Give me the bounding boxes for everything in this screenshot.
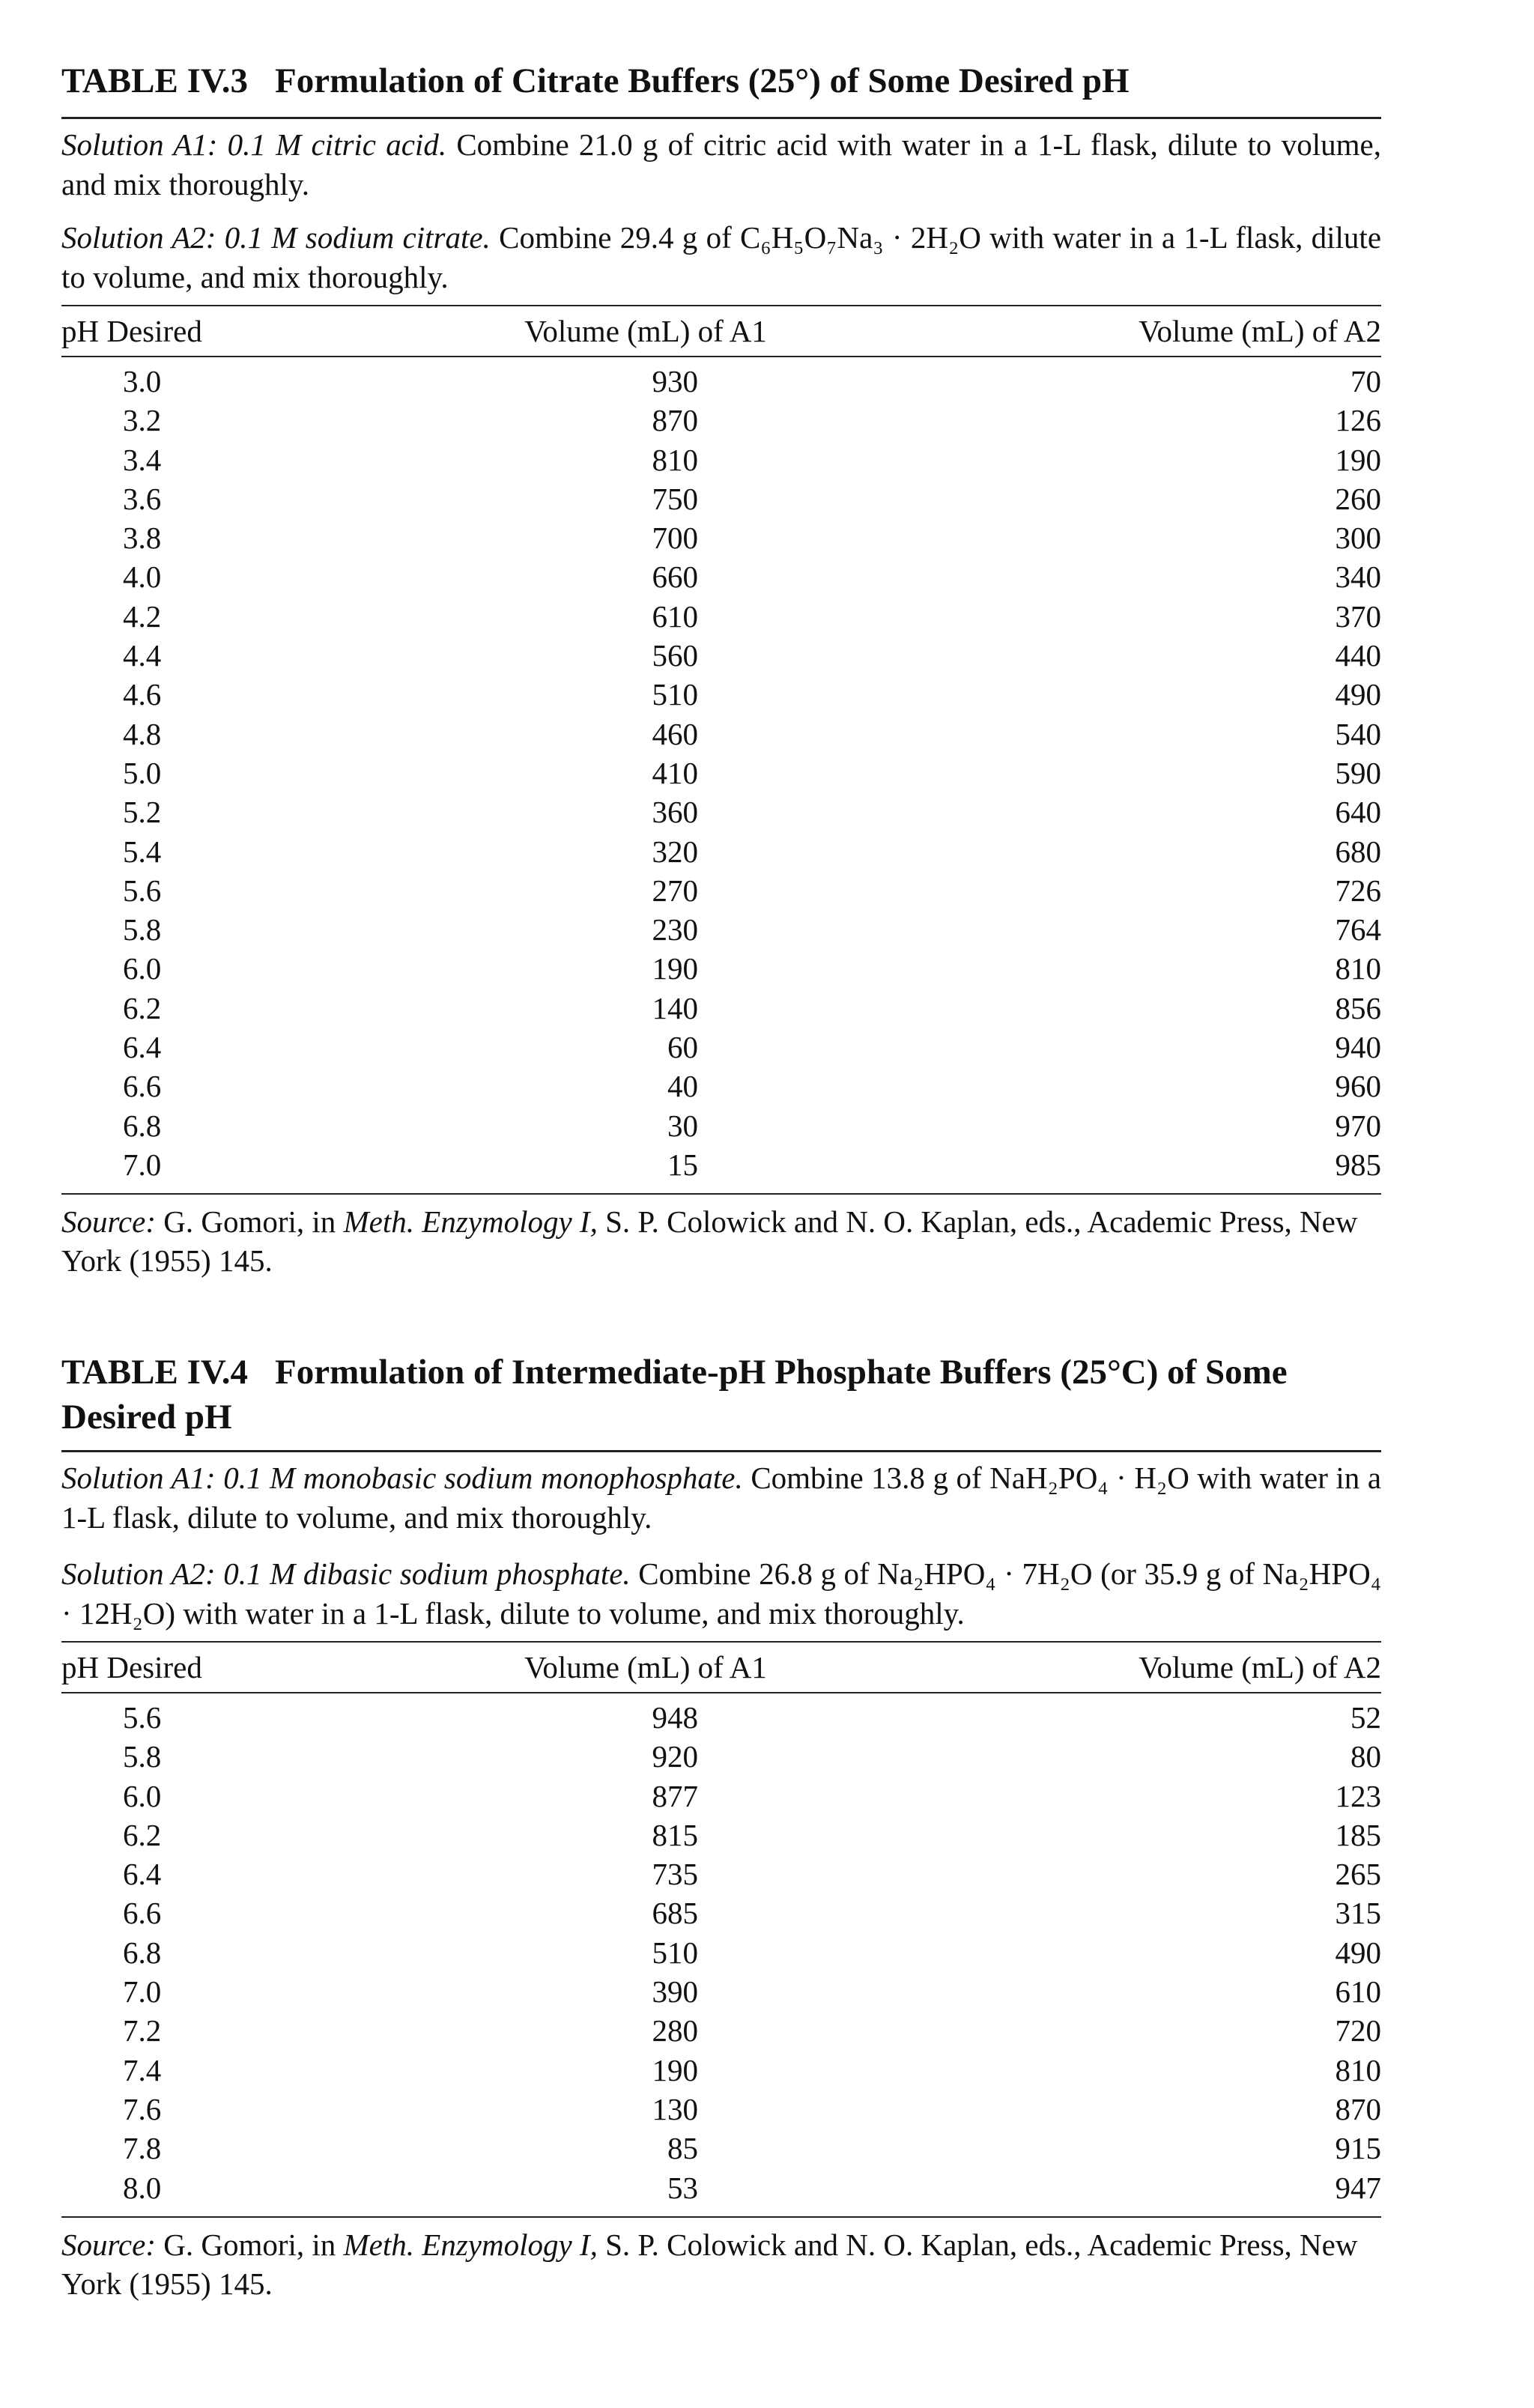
cell-volume-a1: 360	[652, 795, 698, 830]
cell-volume-a2: 720	[1335, 2013, 1381, 2048]
cell-volume-a2: 340	[1335, 559, 1381, 595]
solution-a2-label: Solution A2: 0.1 M dibasic sodium phosphate.	[61, 1556, 631, 1591]
solution-a2-formula-2: Na₂HPO₄ · 12H₂O	[61, 1556, 1381, 1631]
cell-volume-a2: 265	[1335, 1857, 1381, 1892]
table-row	[61, 362, 1381, 401]
table-iv-3	[61, 58, 1381, 1280]
cell-volume-a1: 685	[652, 1896, 698, 1931]
solution-a2-text-before: Combine 26.8 g of	[638, 1556, 878, 1591]
cell-volume-a2: 315	[1335, 1896, 1381, 1931]
header-ph: pH Desired	[61, 1650, 202, 1684]
solution-a2-text-before: Combine 29.4 g of	[499, 220, 741, 255]
cell-volume-a1: 140	[652, 990, 698, 1025]
cell-ph: 6.2	[123, 990, 162, 1025]
header-a1: Volume (mL) of A1	[524, 1650, 767, 1684]
table-row	[61, 2129, 1381, 2168]
cell-ph: 7.0	[123, 1147, 162, 1182]
source-label: Source:	[61, 1204, 156, 1240]
table-row	[61, 1028, 1381, 1067]
table-title-text: Formulation of Intermediate-pH Phosphate Buffers (25°C) of Some Desired pH	[61, 1353, 1288, 1437]
cell-ph: 6.0	[123, 951, 162, 986]
cell-ph: 4.8	[123, 716, 162, 751]
solution-a2-label: Solution A2: 0.1 M sodium citrate.	[61, 220, 491, 255]
cell-volume-a1: 270	[652, 873, 698, 908]
table-row	[61, 518, 1381, 557]
table-row	[61, 2011, 1381, 2050]
solution-a2-formula: Na₂HPO₄ · 7H₂O	[877, 1556, 1093, 1591]
table-row	[61, 1854, 1381, 1893]
cell-volume-a2: 260	[1335, 481, 1381, 516]
table-number: TABLE IV.3	[61, 61, 249, 100]
source-note	[61, 1202, 1381, 1280]
cell-volume-a2: 590	[1335, 755, 1381, 790]
cell-volume-a2: 540	[1335, 716, 1381, 751]
table-row	[61, 910, 1381, 949]
cell-ph: 6.2	[123, 1817, 162, 1852]
table-body	[61, 362, 1381, 1184]
solution-a2-text-after: with water in a 1-L flask, dilute to volume, and mix thoroughly.	[61, 220, 1382, 294]
cell-ph: 5.2	[123, 795, 162, 830]
cell-volume-a2: 440	[1335, 638, 1381, 673]
header-top-rule	[61, 305, 1381, 306]
cell-volume-a2: 126	[1335, 403, 1381, 438]
solution-a1	[61, 1458, 1381, 1538]
table-row	[61, 832, 1381, 871]
table-row	[61, 597, 1381, 636]
cell-ph: 4.2	[123, 598, 162, 634]
header-bottom-rule	[61, 356, 1381, 357]
cell-volume-a2: 300	[1335, 521, 1381, 556]
table-row	[61, 440, 1381, 479]
cell-ph: 3.0	[123, 364, 162, 398]
cell-volume-a2: 940	[1335, 1030, 1381, 1065]
table-row	[61, 989, 1381, 1028]
solution-a2	[61, 1554, 1381, 1634]
cell-ph: 5.4	[123, 834, 162, 869]
cell-volume-a2: 640	[1335, 795, 1381, 830]
cell-volume-a1: 280	[652, 2013, 698, 2048]
table-bottom-rule	[61, 2216, 1381, 2218]
cell-volume-a2: 680	[1335, 834, 1381, 869]
table-row	[61, 2051, 1381, 2090]
table-row	[61, 2090, 1381, 2129]
cell-ph: 6.4	[123, 1030, 162, 1065]
table-row	[61, 1893, 1381, 1932]
cell-ph: 6.0	[123, 1778, 162, 1813]
cell-ph: 5.0	[123, 755, 162, 790]
solution-a1-formula: NaH₂PO₄ · H₂O	[989, 1461, 1189, 1495]
cell-ph: 3.4	[123, 442, 162, 477]
cell-volume-a1: 810	[652, 442, 698, 477]
source-text-after: S. P. Colowick and N. O. Kaplan, eds., Academic Press, New York (1955) 145.	[61, 2227, 1358, 2301]
table-row	[61, 1698, 1381, 1737]
cell-volume-a2: 123	[1335, 1778, 1381, 1813]
table-title	[61, 58, 1381, 103]
source-journal: Meth. Enzymology I,	[343, 2227, 598, 2262]
cell-volume-a1: 30	[667, 1108, 698, 1143]
cell-volume-a1: 510	[652, 1935, 698, 1970]
source-note	[61, 2225, 1381, 2303]
header-ph: pH Desired	[61, 314, 202, 348]
table-row	[61, 1972, 1381, 2011]
cell-ph: 4.6	[123, 677, 162, 712]
cell-ph: 6.4	[123, 1857, 162, 1892]
source-text-before: G. Gomori, in	[155, 2227, 344, 2262]
cell-ph: 7.8	[123, 2131, 162, 2166]
table-row	[61, 753, 1381, 792]
header-a2: Volume (mL) of A2	[1139, 314, 1381, 348]
cell-ph: 6.6	[123, 1069, 162, 1104]
table-row	[61, 871, 1381, 910]
cell-volume-a1: 410	[652, 755, 698, 790]
cell-volume-a2: 856	[1335, 990, 1381, 1025]
cell-ph: 6.8	[123, 1935, 162, 1970]
cell-volume-a2: 190	[1335, 442, 1381, 477]
cell-volume-a1: 948	[652, 1700, 698, 1735]
cell-ph: 5.8	[123, 1739, 162, 1774]
solution-a1-text-after: with water in a 1-L flask, dilute to volume, and mix thoroughly.	[61, 1461, 1382, 1535]
cell-volume-a1: 930	[652, 364, 698, 398]
cell-ph: 3.6	[123, 481, 162, 516]
table-row	[61, 1106, 1381, 1145]
cell-ph: 4.0	[123, 559, 162, 595]
cell-volume-a2: 370	[1335, 598, 1381, 634]
header-top-rule	[61, 1641, 1381, 1643]
table-row	[61, 949, 1381, 988]
table-row	[61, 1067, 1381, 1106]
cell-volume-a1: 40	[667, 1069, 698, 1104]
table-row	[61, 557, 1381, 596]
cell-volume-a2: 764	[1335, 912, 1381, 947]
cell-volume-a1: 320	[652, 834, 698, 869]
source-text-before: G. Gomori, in	[155, 1204, 344, 1240]
source-label: Source:	[61, 2227, 156, 2262]
table-row	[61, 636, 1381, 675]
cell-volume-a2: 490	[1335, 1935, 1381, 1970]
cell-volume-a1: 815	[652, 1817, 698, 1852]
table-row	[61, 1737, 1381, 1776]
source-journal: Meth. Enzymology I,	[343, 1204, 598, 1240]
cell-volume-a1: 700	[652, 521, 698, 556]
source-text-after: S. P. Colowick and N. O. Kaplan, eds., Academic Press, New York (1955) 145.	[61, 1204, 1358, 1279]
cell-ph: 3.8	[123, 521, 162, 556]
header-a1: Volume (mL) of A1	[524, 314, 767, 348]
cell-ph: 5.6	[123, 873, 162, 908]
cell-ph: 7.4	[123, 2052, 162, 2087]
table-row	[61, 1777, 1381, 1816]
cell-volume-a2: 52	[1350, 1700, 1381, 1735]
title-rule	[61, 1450, 1381, 1452]
cell-volume-a1: 735	[652, 1857, 698, 1892]
cell-ph: 5.6	[123, 1700, 162, 1735]
cell-volume-a1: 390	[652, 1974, 698, 2010]
cell-volume-a2: 870	[1335, 2091, 1381, 2126]
table-title-text: Formulation of Citrate Buffers (25°) of Some Desired pH	[275, 61, 1130, 100]
cell-volume-a1: 560	[652, 638, 698, 673]
cell-volume-a1: 877	[652, 1778, 698, 1813]
cell-ph: 3.2	[123, 403, 162, 438]
solution-a2	[61, 218, 1381, 297]
cell-volume-a2: 915	[1335, 2131, 1381, 2166]
cell-volume-a1: 230	[652, 912, 698, 947]
cell-volume-a1: 460	[652, 716, 698, 751]
cell-ph: 6.8	[123, 1108, 162, 1143]
table-row	[61, 675, 1381, 714]
table-row	[61, 1933, 1381, 1972]
header-a2: Volume (mL) of A2	[1139, 1650, 1381, 1684]
cell-volume-a1: 53	[667, 2170, 698, 2205]
cell-ph: 6.6	[123, 1896, 162, 1931]
cell-volume-a1: 750	[652, 481, 698, 516]
table-row	[61, 1145, 1381, 1184]
cell-ph: 7.6	[123, 2091, 162, 2126]
cell-volume-a1: 85	[667, 2131, 698, 2166]
cell-volume-a1: 610	[652, 598, 698, 634]
solution-a1-text-before: Combine 13.8 g of	[751, 1461, 990, 1495]
table-row	[61, 1816, 1381, 1854]
cell-volume-a1: 190	[652, 2052, 698, 2087]
cell-volume-a1: 130	[652, 2091, 698, 2126]
cell-volume-a1: 15	[667, 1147, 698, 1182]
cell-ph: 5.8	[123, 912, 162, 947]
title-rule	[61, 117, 1381, 119]
cell-volume-a2: 70	[1350, 364, 1381, 398]
solution-a1-label: Solution A1: 0.1 M citric acid.	[61, 127, 447, 162]
cell-volume-a2: 985	[1335, 1147, 1381, 1182]
cell-volume-a2: 490	[1335, 677, 1381, 712]
table-number: TABLE IV.4	[61, 1353, 249, 1392]
cell-volume-a1: 660	[652, 559, 698, 595]
solution-a1-label: Solution A1: 0.1 M monobasic sodium monophosphate.	[61, 1461, 743, 1495]
cell-ph: 8.0	[123, 2170, 162, 2205]
solution-a2-text-middle: (or 35.9 g of	[1092, 1556, 1263, 1591]
table-iv-4	[61, 1350, 1381, 2303]
solution-a1-text: Combine 21.0 g of citric acid with water in a 1-L flask, dilute to volume, and mix thoroughly.	[61, 127, 1382, 201]
cell-volume-a2: 810	[1335, 951, 1381, 986]
table-bottom-rule	[61, 1193, 1381, 1195]
cell-volume-a1: 510	[652, 677, 698, 712]
table-row	[61, 715, 1381, 753]
solution-a2-text-after: ) with water in a 1-L flask, dilute to volume, and mix thoroughly.	[165, 1596, 965, 1631]
cell-volume-a2: 947	[1335, 2170, 1381, 2205]
table-row	[61, 479, 1381, 518]
cell-volume-a2: 970	[1335, 1108, 1381, 1143]
cell-volume-a2: 610	[1335, 1974, 1381, 2010]
table-row	[61, 792, 1381, 831]
cell-volume-a2: 80	[1350, 1739, 1381, 1774]
solution-a1	[61, 125, 1381, 204]
cell-ph: 7.0	[123, 1974, 162, 2010]
header-bottom-rule	[61, 1692, 1381, 1693]
cell-volume-a1: 190	[652, 951, 698, 986]
cell-volume-a2: 185	[1335, 1817, 1381, 1852]
cell-volume-a2: 810	[1335, 2052, 1381, 2087]
table-body	[61, 1698, 1381, 2207]
table-header	[61, 312, 1381, 350]
cell-volume-a2: 960	[1335, 1069, 1381, 1104]
table-row	[61, 2168, 1381, 2207]
cell-volume-a1: 60	[667, 1030, 698, 1065]
table-header	[61, 1649, 1381, 1686]
cell-ph: 7.2	[123, 2013, 162, 2048]
cell-volume-a1: 870	[652, 403, 698, 438]
table-row	[61, 401, 1381, 440]
cell-volume-a1: 920	[652, 1739, 698, 1774]
cell-ph: 4.4	[123, 638, 162, 673]
table-title	[61, 1350, 1381, 1440]
solution-a2-formula: C₆H₅O₇Na₃ · 2H₂O	[740, 220, 981, 255]
cell-volume-a2: 726	[1335, 873, 1381, 908]
